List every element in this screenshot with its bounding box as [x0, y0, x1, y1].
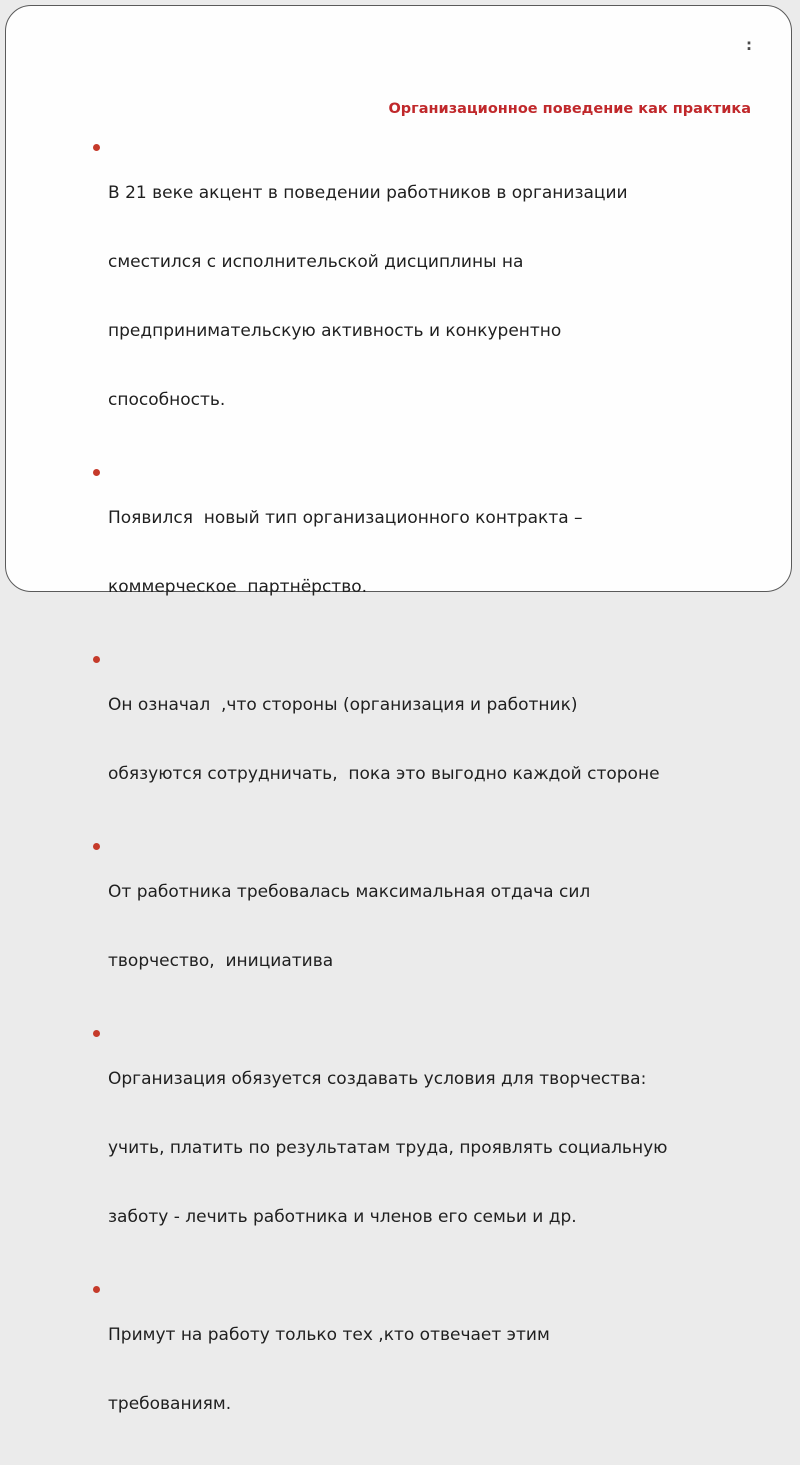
- bullet-list: [92, 136, 772, 1465]
- bullet-line: способность.: [108, 390, 226, 410]
- round-bullet-icon: [93, 1030, 100, 1037]
- bullet-line: коммерческое партнёрство.: [108, 577, 368, 597]
- bullet-line: В 21 веке акцент в поведении работников в организации: [108, 183, 628, 203]
- bullet-text: [108, 648, 772, 832]
- bullet-line: сместился с исполнительской дисциплины на: [108, 252, 524, 272]
- bullet-line: творчество, инициатива: [108, 951, 334, 971]
- slide-frame: [5, 5, 792, 1414]
- round-bullet-icon: [93, 656, 100, 663]
- bullet-line: Примут на работу только тех ,кто отвечает этим: [108, 1325, 550, 1345]
- bullet-line: Появился новый тип организационного контракта –: [108, 508, 583, 528]
- round-bullet-icon: [93, 843, 100, 850]
- bullet-text: [108, 1022, 772, 1275]
- bullet-text: [108, 136, 772, 458]
- bullet-item: [92, 136, 772, 458]
- round-bullet-icon: [93, 144, 100, 151]
- bullet-line: Он означал ,что стороны (организация и работник): [108, 695, 578, 715]
- bullet-item: [92, 1022, 772, 1275]
- slide-title: Организационное поведение как практика: [388, 101, 751, 117]
- bullet-line: обязуются сотрудничать, пока это выгодно каждой стороне: [108, 764, 660, 784]
- bullet-item: [92, 461, 772, 645]
- corner-mark: :: [746, 36, 752, 54]
- bullet-text: [108, 461, 772, 645]
- bullet-item: [92, 1278, 772, 1462]
- bullet-text: [108, 835, 772, 1019]
- bullet-line: заботу - лечить работника и членов его семьи и др.: [108, 1207, 577, 1227]
- bullet-line: Организация обязуется создавать условия для творчества:: [108, 1069, 647, 1089]
- bullet-text: [108, 1278, 772, 1462]
- round-bullet-icon: [93, 469, 100, 476]
- bullet-item: [92, 648, 772, 832]
- bullet-line: предпринимательскую активность и конкурентно: [108, 321, 562, 341]
- bullet-line: От работника требовалась максимальная отдача сил: [108, 882, 591, 902]
- bullet-line: учить, платить по результатам труда, проявлять социальную: [108, 1138, 668, 1158]
- bullet-item: [92, 835, 772, 1019]
- bullet-line: требованиям.: [108, 1394, 232, 1414]
- round-bullet-icon: [93, 1286, 100, 1293]
